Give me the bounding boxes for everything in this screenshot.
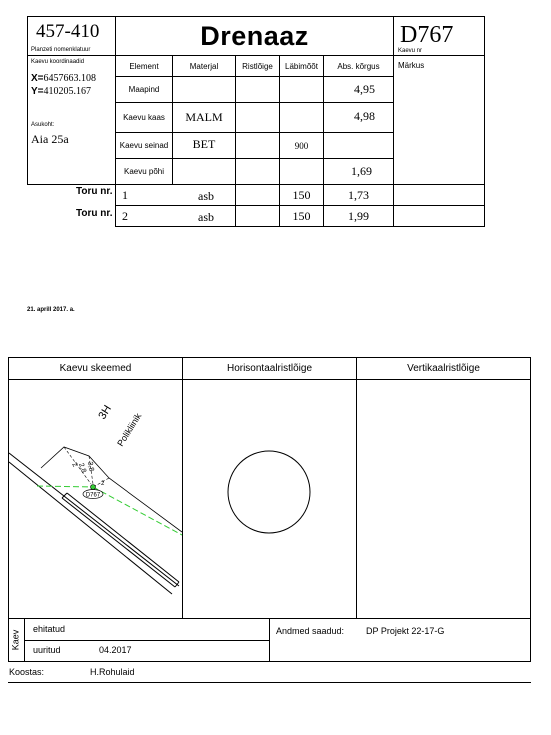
footer-surveyed-value: 04.2017 [99, 645, 132, 655]
document-date: 21. aprill 2017. a. [27, 307, 75, 313]
y-value: 410205.167 [43, 86, 92, 97]
row-seinad-height [323, 132, 394, 159]
row-seinad-material: BET [172, 132, 236, 159]
curb-line-lower [62, 498, 175, 587]
row-kaas-diameter [279, 102, 324, 133]
pipe-2-label: Toru nr. [76, 208, 113, 219]
panel-divider-2 [356, 379, 357, 619]
nomenclature-value: 457-410 [36, 21, 100, 42]
x-value: 6457663.108 [43, 73, 97, 84]
footer-compiled-label: Koostas: [9, 667, 45, 677]
well-number-label: Kaevu nr [398, 48, 423, 54]
row-maapind-material [172, 76, 236, 103]
dim-label-3: 3,8 [86, 461, 95, 472]
title-box [115, 16, 394, 56]
dim-label-2: 2,8 [77, 462, 88, 474]
dim-label-4: 2 [101, 481, 105, 487]
building-number: 3H [96, 403, 114, 422]
footer-surveyed-label: uuritud [33, 645, 61, 655]
footer-surveyed-row [24, 640, 270, 662]
well-marker [91, 485, 96, 490]
footer-source-box [269, 618, 531, 662]
pipe-2-number-value: 2 [122, 209, 128, 223]
pipe-1-number [115, 184, 236, 206]
row-kaas-element: Kaevu kaas [115, 102, 173, 133]
pipe-1-number-value: 1 [122, 188, 128, 202]
well-cross-section-circle [228, 451, 310, 533]
footer-built-label: ehitatud [33, 624, 66, 634]
row-pohi-material [172, 158, 236, 185]
col-header-remarks [393, 55, 485, 185]
well-number-value: D767 [400, 22, 454, 48]
row-pohi-height: 1,69 [323, 158, 394, 185]
row-kaas-section [235, 102, 280, 133]
horizontal-section-drawing [183, 380, 356, 618]
row-pohi-element: Kaevu põhi [115, 158, 173, 185]
nomenclature-box [27, 16, 116, 56]
footer-compiled-value: H.Rohulaid [90, 667, 135, 677]
coordinates-box [27, 55, 116, 185]
pipe-1-remarks [393, 184, 485, 206]
pipe-1-diameter: 150 [279, 184, 324, 206]
x-coordinate [31, 73, 96, 84]
row-kaas-material: MALM [172, 102, 236, 133]
row-seinad-element: Kaevu seinad [115, 132, 173, 159]
pipe-2-remarks [393, 205, 485, 227]
row-maapind-height: 4,95 [323, 76, 394, 103]
building-name: Polikliinik [115, 411, 144, 449]
row-pohi-section [235, 158, 280, 185]
road-line-lower [9, 462, 172, 594]
pipe-1-material: asb [198, 189, 214, 203]
building-outline [41, 447, 182, 532]
page-title: Drenaaz [200, 20, 309, 51]
y-label: Y= [31, 86, 44, 97]
panel-vertical-title: Vertikaalristlõige [356, 357, 531, 380]
col-header-element: Element [115, 55, 173, 77]
location-label: Asukoht: [31, 122, 55, 128]
nomenclature-label: Planzeti nomenklatuur [31, 47, 91, 53]
curb-line-upper [67, 493, 179, 582]
footer-source-label: Andmed saadud: [276, 626, 345, 636]
well-label: D767 [85, 492, 101, 499]
pipe-1-label: Toru nr. [76, 186, 113, 197]
dim-label-1: 2 [70, 461, 79, 469]
row-seinad-diameter: 900 [279, 132, 324, 159]
footer-side-box [8, 618, 25, 662]
pipe-line-2 [93, 487, 182, 535]
coordinates-label: Kaevu koordinaadid [31, 59, 85, 65]
well-number-box [393, 16, 485, 56]
footer-built-row [24, 618, 270, 641]
col-header-diameter: Läbimõõt [279, 55, 324, 77]
location-value: Aia 25a [31, 132, 69, 146]
panel-horizontal-title: Horisontaalristlõige [182, 357, 357, 380]
row-pohi-diameter [279, 158, 324, 185]
well-schematic [9, 380, 182, 618]
pipe-1-height: 1,73 [323, 184, 394, 206]
pipe-2-material: asb [198, 210, 214, 224]
pipe-1-section [235, 184, 280, 206]
footer-source-value: DP Projekt 22-17-G [366, 626, 445, 636]
pipe-2-section [235, 205, 280, 227]
col-header-section: Ristlõige [235, 55, 280, 77]
y-coordinate [31, 86, 91, 97]
row-maapind-section [235, 76, 280, 103]
pipe-2-number [115, 205, 236, 227]
panel-schemes-title: Kaevu skeemed [8, 357, 183, 380]
row-seinad-section [235, 132, 280, 159]
remarks-label: Märkus [398, 61, 425, 70]
x-label: X= [31, 73, 44, 84]
col-header-height: Abs. kõrgus [323, 55, 394, 77]
footer-compiled-row [8, 661, 531, 683]
pipe-2-diameter: 150 [279, 205, 324, 227]
pipe-line-1 [37, 486, 93, 487]
row-maapind-element: Maapind [115, 76, 173, 103]
pipe-2-height: 1,99 [323, 205, 394, 227]
row-maapind-diameter [279, 76, 324, 103]
col-header-material: Materjal [172, 55, 236, 77]
footer-side-label: Kaev [10, 629, 21, 651]
row-kaas-height: 4,98 [323, 102, 394, 133]
